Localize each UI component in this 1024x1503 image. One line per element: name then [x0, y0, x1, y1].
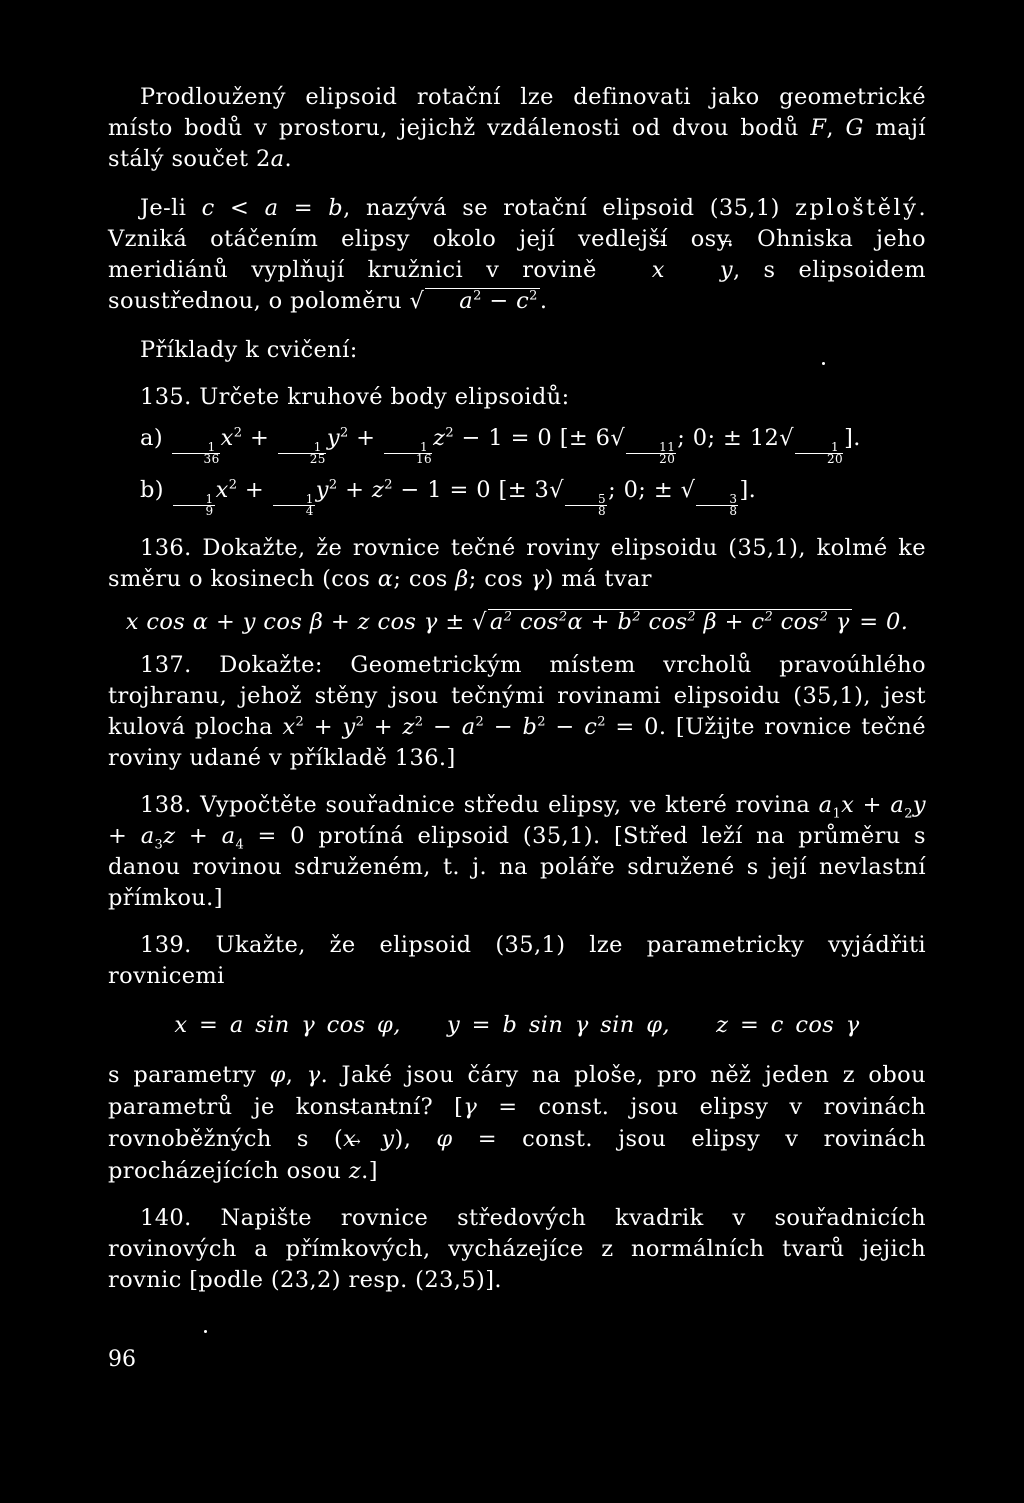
exercise-139-continuation: s parametry φ, γ. Jaké jsou čáry na ploše, pro něž jeden z obou parametrů je konstantní? [γ = const. jsou elipsy v rovinách rovnoběžných s (→ x → y), φ = const. jsou elipsy v rovinách procházejících osou → z.]: [108, 1059, 926, 1187]
exercise-136: 136. Dokažte, že rovnice tečné roviny elipsoidu (35,1), kolmé ke směru o kosinech (cos α; cos β; cos γ) má tvar: [108, 535, 926, 592]
paragraph-oblate-definition: Je-li c < a = b, nazývá se rotační elipsoid (35,1) zploštělý. Vzniká otáčením elipsy okolo její vedlejší osy. Ohniska jeho meridiánů vyplňují kružnici v rovině → x → y, s elipsoidem soustřednou, o poloměru √ $a^2 - c^2$.: [108, 193, 926, 317]
exercise-135b: b) $\frac{1}{9}$ $x^2$ + $\frac{1}{4}$ $y^2 + z^2 - 1 = 0$ [± 3√ $\frac{5}{8}$ ; 0; ± √ $\frac{3}{8}$ ].: [140, 477, 757, 518]
page-number: 96: [108, 1347, 136, 1372]
term-oblate: zploštělý: [795, 195, 919, 221]
exercise-137: 137. Dokažte: Geometrickým místem vrcholů pravoúhlého trojhranu, jehož stěny jsou tečnými rovinami elipsoidu (35,1), jest kulová plocha $x^2 + y^2 + z^2 - a^2 - b^2 - c^2 = 0$. [Užijte rovnice tečné roviny udané v příkladě 136.]: [108, 652, 926, 771]
exercise-135-heading: 135. Určete kruhové body elipsoidů:: [140, 384, 570, 410]
exercise-140: 140. Napište rovnice středových kvadrik v souřadnicích rovinových a přímkových, vycházejíce z normálních tvarů jejich rovnic [podle (23,2) resp. (23,5)].: [108, 1205, 926, 1293]
paragraph-prolate-definition: Prodloužený elipsoid rotační lze definovati jako geometrické místo bodů v prostoru, jejichž vzdálenosti od dvou bodů F, G mají stálý součet 2a.: [108, 84, 926, 172]
exercise-136-formula: x cos α + y cos β + z cos γ ± √ $a^2$ $\cos^2\alpha + b^2$ $\cos^2 \beta + c^2$ $\cos^2 \gamma = 0$.: [125, 609, 909, 635]
scan-speck: [204, 1330, 207, 1333]
document-page: [108, 82, 926, 1482]
examples-heading: Příklady k cvičení:: [140, 337, 358, 363]
exercise-139: 139. Ukažte, že elipsoid (35,1) lze parametricky vyjádřiti rovnicemi: [108, 932, 926, 989]
exercise-139-formula: x = a sin γ cos φ, y = b sin γ sin φ, z = c cos γ: [174, 1012, 860, 1038]
scan-speck: [822, 362, 825, 365]
exercise-135a: a) $\frac{1}{36}$ $x^2$ + $\frac{1}{25}$ $y^2$ + $\frac{1}{16}$ $z^2 - 1 = 0$ [± 6√ $\frac{11}{20}$ ; 0; ± 12√ $\frac{1}{20}$ ].: [140, 425, 861, 466]
exercise-138: 138. Vypočtěte souřadnice středu elipsy, ve které rovina $a_1x + a_2y + a_3z + a_4 = 0$ protíná elipsoid (35,1). [Střed leží na průměru s danou rovinou sdruženém, t. j. na poláře sdružené s její nevlastní přímkou.]: [108, 792, 927, 911]
